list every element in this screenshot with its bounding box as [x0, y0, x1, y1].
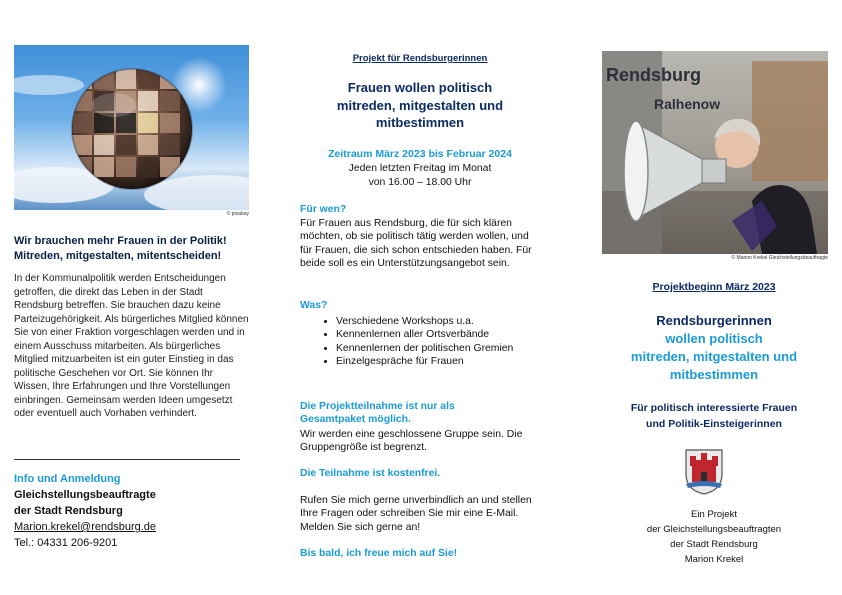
right-title-line4: mitbestimmen [669, 367, 759, 382]
email-link[interactable]: Marion.krekel@rendsburg.de [14, 521, 157, 533]
what-list [300, 315, 530, 369]
list-item: • Kennenlernen aller Ortsverbände [336, 328, 530, 341]
photo-credit: © Marion Krekel Gleichstellungsbeauftragte [731, 255, 828, 261]
period: Zeitraum März 2023 bis Februar 2024 [328, 148, 512, 160]
list-item: • Kennenlernen der politischen Gremien [336, 342, 530, 355]
list-item: • Verschiedene Workshops u.a. [336, 315, 530, 328]
for-whom-heading: Für wen? [300, 204, 347, 215]
right-panel [600, 0, 828, 595]
what-heading: Was? [300, 300, 328, 311]
participation-text: Wir werden eine geschlossene Gruppe sein. Die Gruppengröße ist begrenzt. [300, 429, 523, 454]
divider [14, 459, 240, 460]
participation-heading: Die Projektteilnahme ist nur als Gesamtpaket möglich. [300, 401, 455, 426]
schedule-time: von 16.00 – 18.00 Uhr [368, 177, 472, 188]
list-item: • Einzelgespräche für Frauen [336, 355, 530, 368]
right-title-line2: wollen politisch [665, 331, 763, 346]
project-start: Projektbeginn März 2023 [652, 281, 776, 293]
footer-line1: Ein Projekt [691, 509, 737, 520]
contact-name: Gleichstellungsbeauftragte [14, 489, 156, 501]
sign-text-1: Rendsburg [606, 65, 702, 85]
middle-panel [300, 0, 540, 595]
contact-org: der Stadt Rendsburg [14, 505, 123, 517]
right-title-line3: mitreden, mitgestalten und [630, 349, 798, 364]
photo-credit: © pixabay [226, 211, 249, 217]
closing-line: Bis bald, ich freue mich auf Sie! [300, 548, 458, 559]
free-note: Die Teilnahme ist kostenfrei. [300, 468, 441, 479]
footer-line2: der Gleichstellungsbeauftragten [646, 524, 782, 535]
audience-line2: und Politik-Einsteigerinnen [646, 418, 782, 430]
info-heading: Info und Anmeldung [14, 473, 121, 485]
middle-title: Frauen wollen politisch mitreden, mitgestalten und mitbestimmen [336, 80, 504, 130]
footer-line4: Marion Krekel [684, 554, 744, 565]
megaphone-photo [602, 51, 828, 254]
megaphone-illustration [602, 51, 828, 254]
kicker: Projekt für Rendsburgerinnen [352, 53, 488, 64]
phone-number: Tel.: 04331 206-9201 [14, 537, 118, 549]
left-headline: Wir brauchen mehr Frauen in der Politik! Mitreden, mitgestalten, mitentscheiden! [14, 235, 227, 262]
call-to-action: Rufen Sie mich gerne unverbindlich an und stellen Ihre Fragen oder schreiben Sie mir eine E-Mail. Melden Sie sich gerne an! [300, 495, 532, 533]
sign-text-2: Ralhenow [654, 96, 721, 112]
right-title-line1: Rendsburgerinnen [656, 313, 772, 328]
audience-line1: Für politisch interessierte Frauen [630, 402, 798, 414]
rendsburg-coat-of-arms [684, 448, 724, 496]
globe-illustration [14, 45, 249, 210]
left-panel [14, 0, 250, 595]
footer-line3: der Stadt Rendsburg [670, 539, 758, 550]
schedule-day: Jeden letzten Freitag im Monat [348, 163, 492, 174]
left-body-text: In der Kommunalpolitik werden Entscheidungen getroffen, die direkt das Leben in der Stadt Rendsburg betreffen. Sie brauchen dazu keine Parteizugehörigkeit. Als bürgerliches Mitglied können Sie von einer Fraktion vorgeschlagen werden und in einem Ausschuss mitarbeiten. Als bürgerliches Mitglied mitzuarbeiten ist ein guter Einstieg in das politische Geschehen vor Ort. Sie können Ihr Wissen, Ihre Erfahrungen und Ihre Vorstellungen einbringen. Gemeinsam werden Ideen umgesetzt oder eventuell auch Vorhaben verhindert. [14, 273, 249, 419]
for-whom-text: Für Frauen aus Rendsburg, die für sich klären möchten, ob sie politisch tätig werden wollen, und für Frauen, die sich schon entschieden haben. Für beide soll es ein Unterstützungsangebot sein. [300, 218, 532, 270]
women-globe-photo [14, 45, 249, 210]
